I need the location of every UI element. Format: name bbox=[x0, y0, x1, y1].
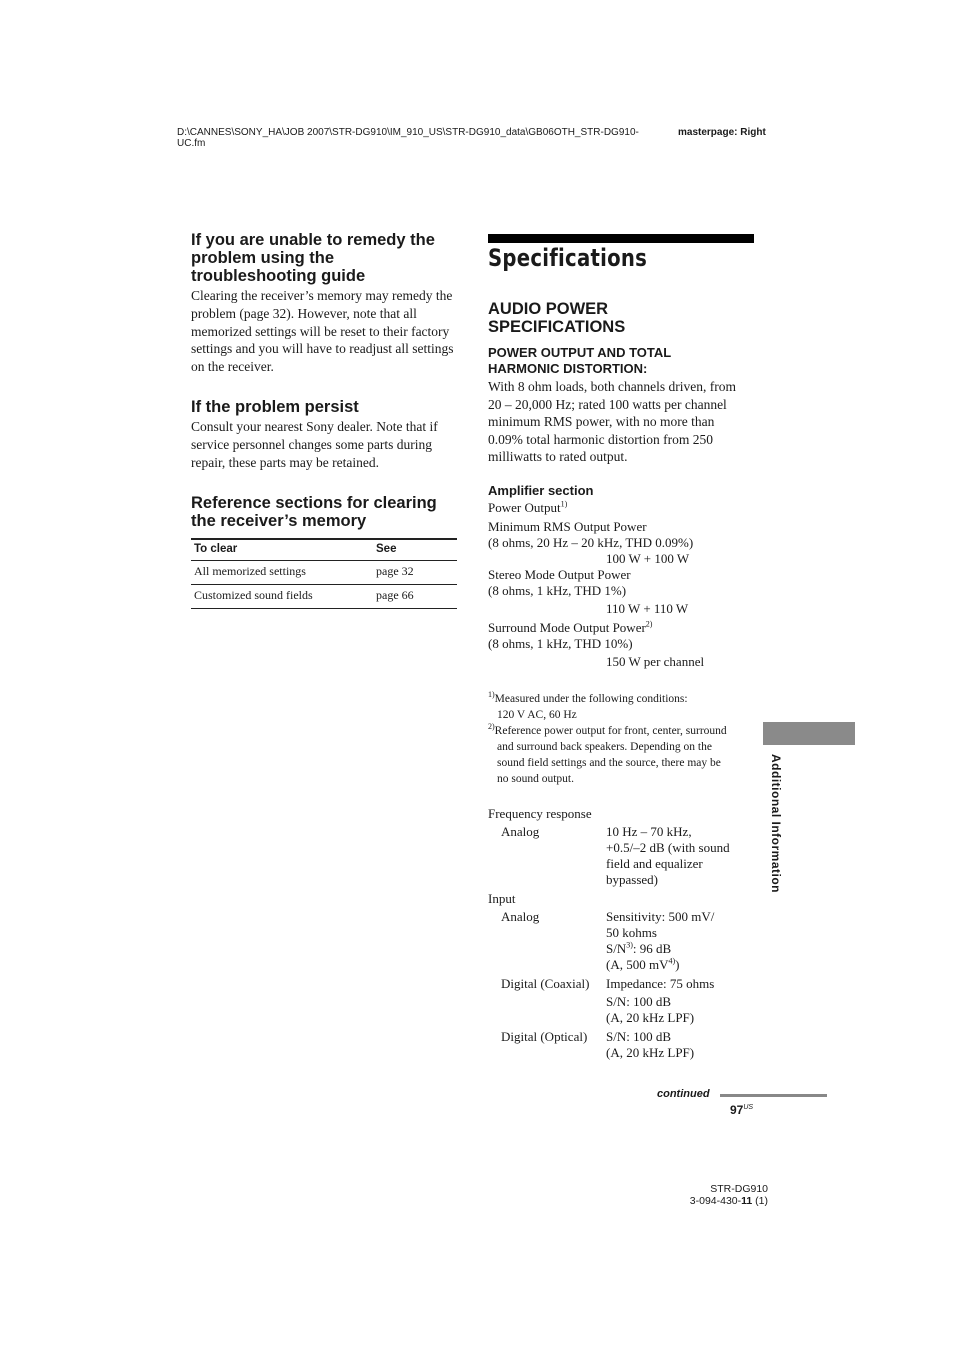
footnote-1: $^{1)}$Measured under the following conditions: bbox=[488, 690, 688, 705]
frequency-response-label: Frequency response bbox=[488, 806, 592, 821]
min-rms-label: Minimum RMS Output Power bbox=[488, 519, 647, 534]
table-cell-page: page 32 bbox=[373, 561, 457, 585]
table-cell-item: Customized sound fields bbox=[191, 585, 373, 609]
footnote-2-line-2: and surround back speakers. Depending on the bbox=[497, 741, 712, 753]
stereo-label: Stereo Mode Output Power bbox=[488, 567, 631, 582]
paragraph-line: milliwatts to rated output. bbox=[488, 449, 628, 465]
continued-label: continued bbox=[657, 1088, 710, 1100]
frequency-value-1: 10 Hz – 70 kHz, bbox=[606, 824, 692, 839]
continued-rule bbox=[720, 1094, 827, 1097]
input-analog-value-4: (A, 500 $mV^{4)}$) bbox=[606, 956, 680, 972]
footnote-mark: 1) bbox=[560, 499, 568, 509]
input-coaxial-value-2: S/N: 100 dB bbox=[606, 994, 672, 1009]
section-tab-label: Additional Information bbox=[769, 754, 783, 893]
frequency-analog-label: Analog bbox=[501, 824, 540, 839]
persist-section bbox=[191, 398, 459, 471]
input-analog-value-2: 50 kohms bbox=[606, 925, 657, 940]
model-code bbox=[660, 1183, 768, 1207]
footnote-2: $^{2)}$Reference power output for front, center, surround bbox=[488, 722, 727, 737]
persist-body: Consult your nearest Sony dealer. Note that if service personnel changes some parts during repair, these parts may be retained. bbox=[191, 419, 438, 470]
audio-heading-line-1: AUDIO POWER bbox=[488, 300, 609, 318]
surround-conditions: (8 ohms, 1 kHz, THD 10%) bbox=[488, 636, 633, 651]
frequency-value-2: +0.5/–2 dB (with sound bbox=[606, 840, 730, 855]
power-output-paragraph bbox=[488, 378, 736, 466]
frequency-value-3: field and equalizer bbox=[606, 856, 703, 871]
table-row bbox=[191, 561, 457, 585]
input-analog-label: Analog bbox=[501, 909, 540, 924]
paragraph-line: 0.09% total harmonic distortion from 250 bbox=[488, 431, 713, 447]
surround-value: 150 W per channel bbox=[606, 654, 705, 669]
reference-heading: Reference sections for clearing the receiver’s memory bbox=[191, 494, 437, 530]
input-analog-value-3: $S/N^{3)}$: 96 dB bbox=[606, 940, 672, 956]
column-header-to-clear: To clear bbox=[191, 539, 373, 561]
remedy-section bbox=[191, 231, 459, 376]
page-title: Specifications bbox=[488, 244, 648, 272]
min-rms-value: 100 W + 100 W bbox=[606, 551, 690, 566]
reference-section bbox=[191, 494, 461, 609]
paragraph-line: minimum RMS power, with no more than bbox=[488, 414, 715, 430]
input-coaxial-value-3: (A, 20 kHz LPF) bbox=[606, 1010, 695, 1025]
table-cell-page: page 66 bbox=[373, 585, 457, 609]
amplifier-heading: Amplifier section bbox=[488, 483, 594, 498]
table-row bbox=[191, 585, 457, 609]
column-header-see: See bbox=[373, 539, 457, 561]
input-coaxial-value-1: Impedance: 75 ohms bbox=[606, 976, 715, 991]
min-rms-conditions: (8 ohms, 20 Hz – 20 kHz, THD 0.09%) bbox=[488, 535, 694, 550]
input-optical-value-2: (A, 20 kHz LPF) bbox=[606, 1045, 695, 1060]
section-tab bbox=[763, 722, 855, 745]
remedy-heading: If you are unable to remedy the problem using the troubleshooting guide bbox=[191, 231, 435, 285]
paragraph-line: 20 – 20,000 Hz; rated 100 watts per channel bbox=[488, 396, 727, 412]
table-header-row bbox=[191, 539, 457, 561]
stereo-value: 110 W + 110 W bbox=[606, 601, 689, 616]
power-heading-line-2: HARMONIC DISTORTION: bbox=[488, 361, 648, 376]
remedy-body: Clearing the receiver’s memory may remedy the problem (page 32). However, note that all memorized settings will be reset to their factory settings and you will have to readjust all settings on the receiver. bbox=[191, 288, 454, 375]
persist-heading: If the problem persist bbox=[191, 398, 359, 416]
audio-heading-line-2: SPECIFICATIONS bbox=[488, 318, 626, 336]
footnote-2-line-4: no sound output. bbox=[497, 773, 574, 785]
page-number: $97^{US}$ bbox=[730, 1103, 754, 1117]
paragraph-line: With 8 ohm loads, both channels driven, from bbox=[488, 379, 737, 394]
table-cell-item: All memorized settings bbox=[191, 561, 373, 585]
input-label: Input bbox=[488, 891, 516, 906]
masterpage-label: masterpage: Right bbox=[678, 127, 766, 138]
model-name: STR-DG910 bbox=[710, 1183, 768, 1195]
footnote-2-line-3: sound field settings and the source, there may be bbox=[497, 757, 721, 769]
input-analog-value-1: Sensitivity: 500 mV/ bbox=[606, 909, 715, 924]
power-output-label: Power Output$^{1)}$ bbox=[488, 499, 568, 515]
reference-table bbox=[191, 538, 457, 609]
file-path: D:\CANNES\SONY_HA\JOB 2007\STR-DG910\IM_910_US\STR-DG910_data\GB06OTH_STR-DG910-UC.fm bbox=[177, 127, 639, 149]
input-optical-value-1: S/N: 100 dB bbox=[606, 1029, 672, 1044]
input-coaxial-label: Digital (Coaxial) bbox=[501, 976, 590, 991]
input-optical-label: Digital (Optical) bbox=[501, 1029, 588, 1044]
footnote-1-line-2: 120 V AC, 60 Hz bbox=[497, 709, 577, 721]
stereo-conditions: (8 ohms, 1 kHz, THD 1%) bbox=[488, 583, 627, 598]
power-heading-line-1: POWER OUTPUT AND TOTAL bbox=[488, 345, 672, 360]
title-rule bbox=[488, 234, 754, 243]
part-number: 3-094-430-11 (1) bbox=[689, 1195, 768, 1207]
footnote-mark: 2) bbox=[645, 619, 653, 629]
surround-label: Surround Mode Output Power$^{2)}$ bbox=[488, 619, 653, 635]
frequency-value-4: bypassed) bbox=[606, 872, 658, 887]
